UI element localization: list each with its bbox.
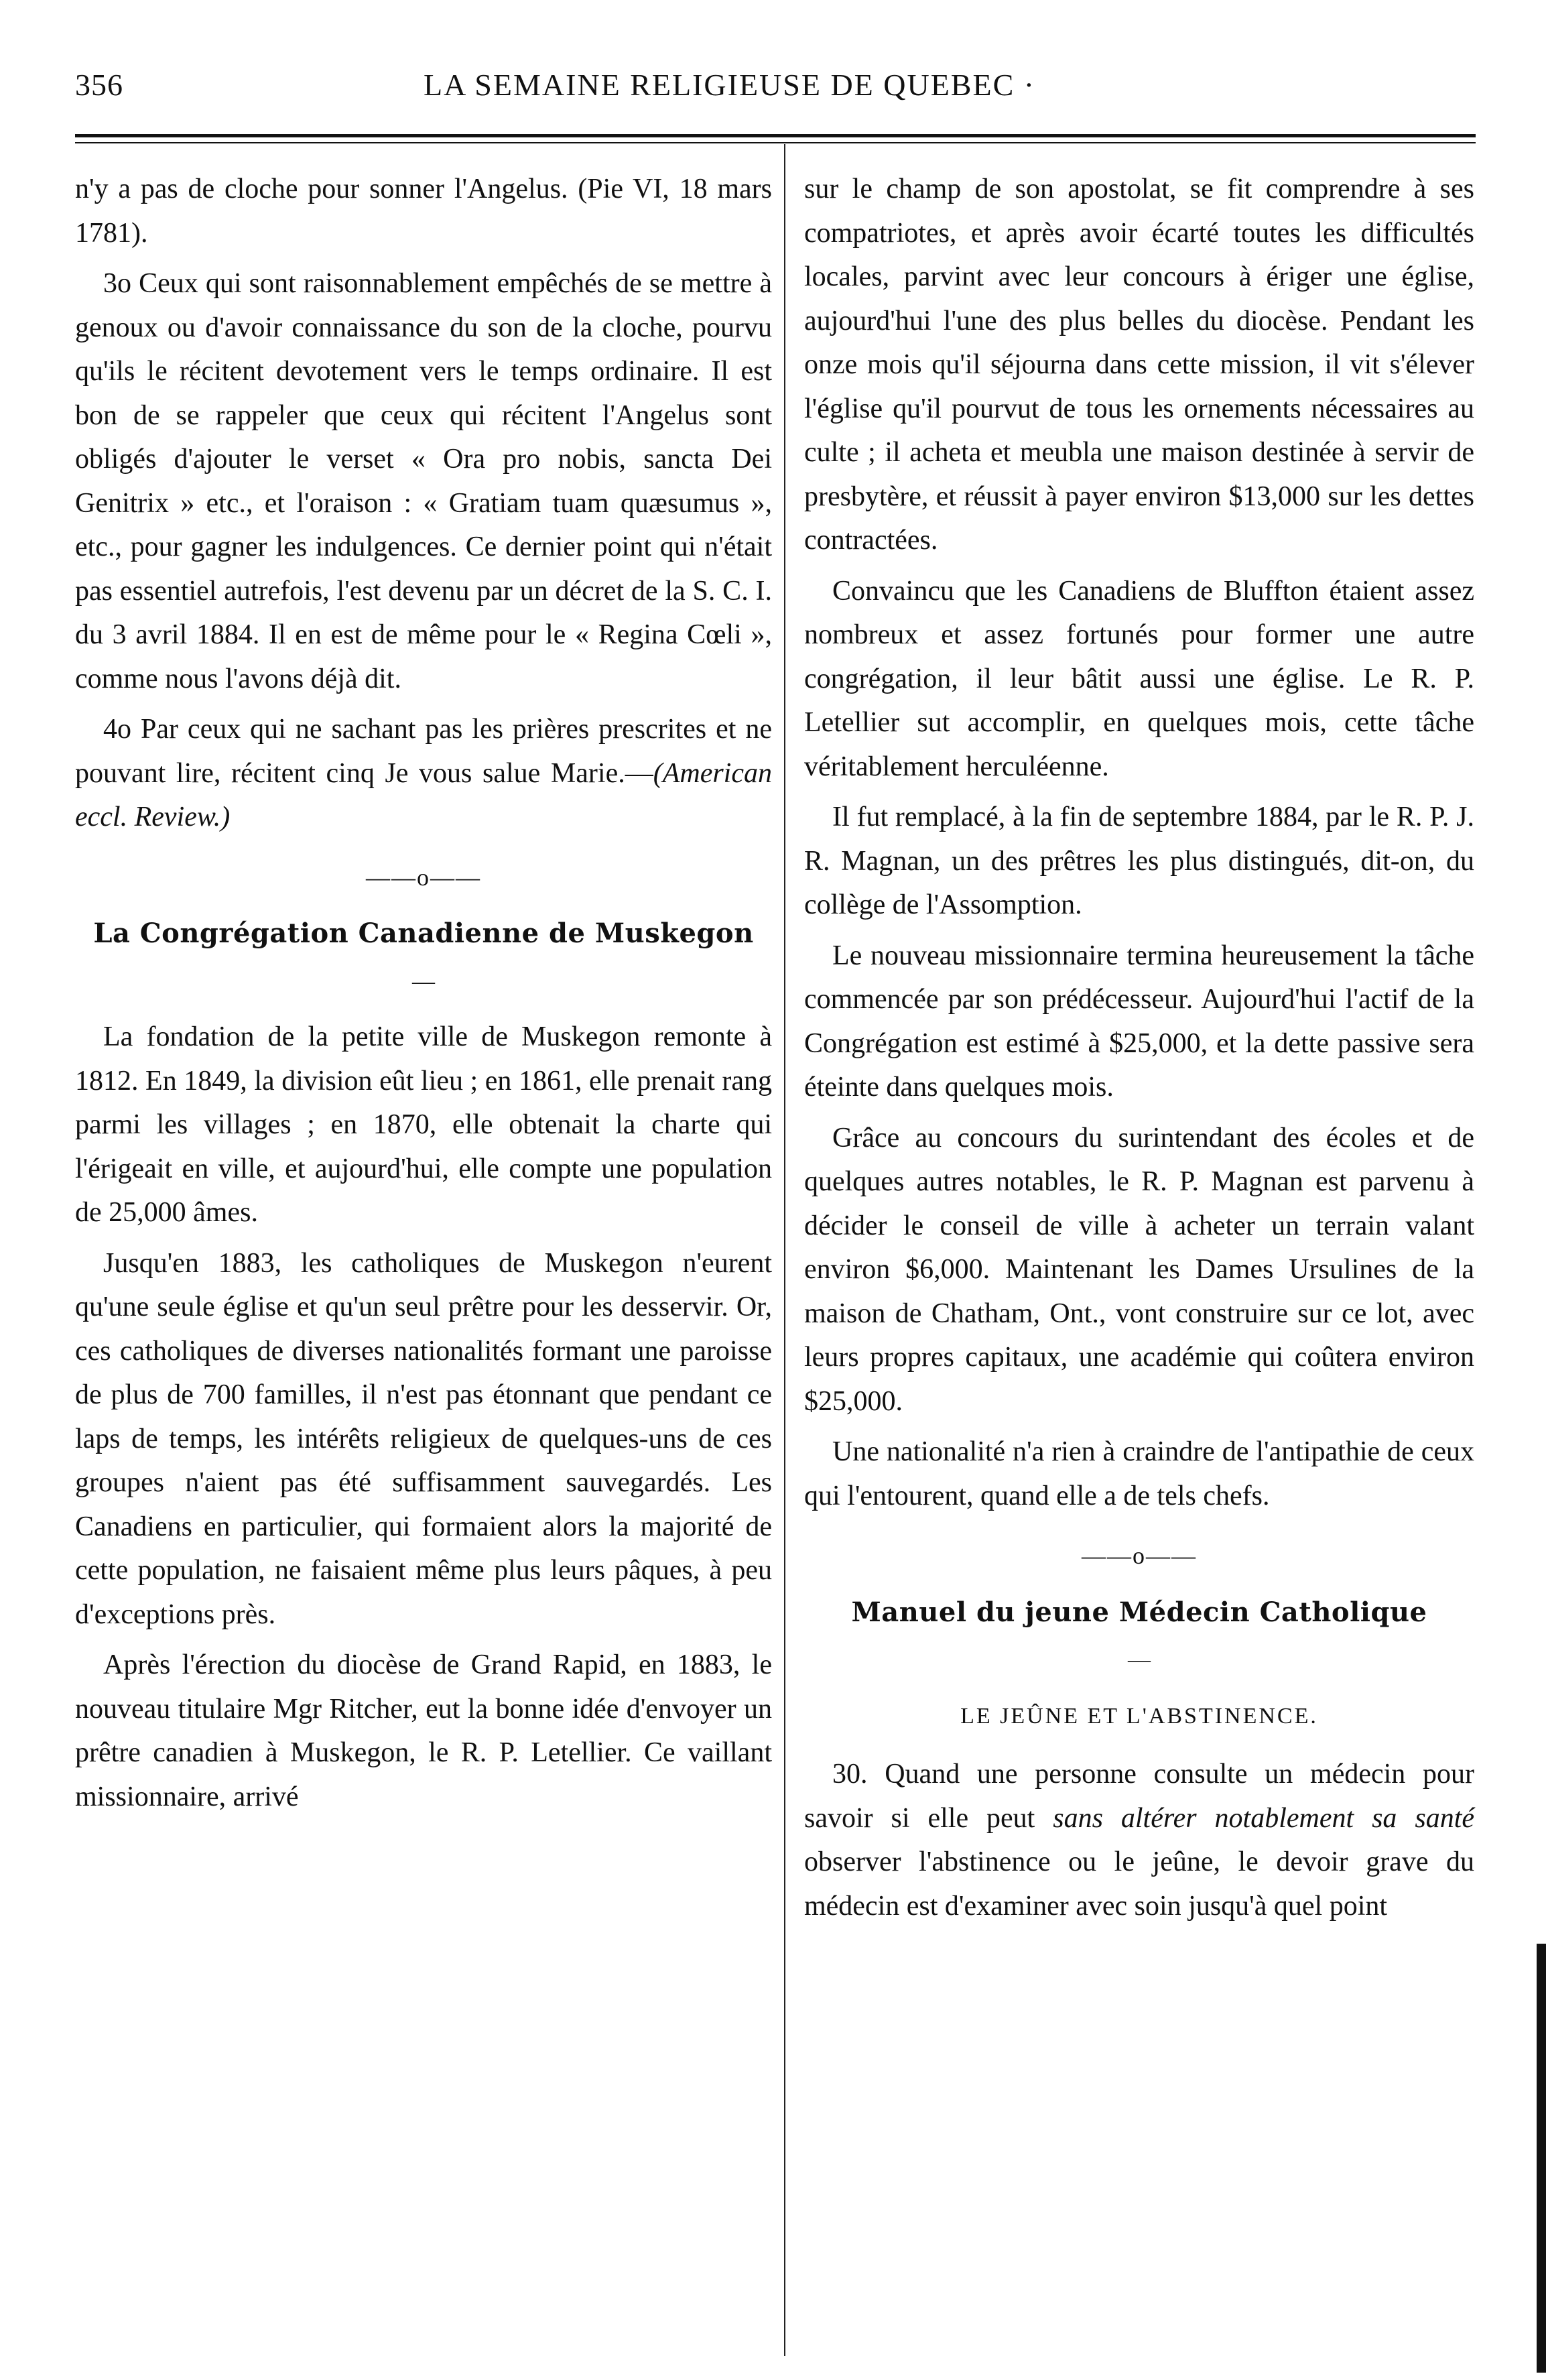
page-number: 356	[75, 68, 123, 102]
paragraph-text: observer l'abstinence ou le jeûne, le devoir grave du médecin est d'examiner avec soin jusqu'à quel point	[804, 1846, 1474, 1922]
paragraph: Une nationalité n'a rien à craindre de l'antipathie de ceux qui l'entourent, quand elle a de tels chefs.	[804, 1436, 1474, 1511]
header-rule-thick	[75, 134, 1476, 137]
paragraph: La fondation de la petite ville de Muskegon remonte à 1812. En 1849, la division eût lieu ; en 1861, elle prenait rang parmi les villages ; en 1870, elle obtenait la charte qui l'érigeait en ville, et aujourd'hui, elle compte une population de 25,000 âmes.	[75, 1021, 772, 1228]
paragraph-text: 4o Par ceux qui ne sachant pas les prières prescrites et ne pouvant lire, récitent cinq Je vous salue Marie.—	[75, 714, 772, 789]
paragraph-text: 30. Quand une personne consulte un médecin pour savoir si elle peut	[804, 1759, 1474, 1834]
running-title: LA SEMAINE RELIGIEUSE DE QUEBEC ·	[424, 68, 1036, 102]
paragraph: Après l'érection du diocèse de Grand Rapid, en 1883, le nouveau titulaire Mgr Ritcher, eut la bonne idée d'envoyer un prêtre canadien à Muskegon, le R. P. Letellier. Ce vaillant missionnaire, arrivé	[75, 1649, 772, 1812]
section-separator: ——o——	[366, 863, 481, 891]
scan-edge-shadow	[1537, 1944, 1546, 2373]
header-rule-thin	[75, 142, 1476, 143]
left-column	[75, 168, 772, 1819]
paragraph: n'y a pas de cloche pour sonner l'Angelus. (Pie VI, 18 mars 1781).	[75, 174, 772, 249]
paragraph: 3o Ceux qui sont raisonnablement empêchés de se mettre à genoux ou d'avoir connaissance du son de la cloche, pourvu qu'ils le récitent devotement vers le temps ordinaire. Il est bon de se rappeler que ceux qui récitent l'Angelus sont obligés d'ajouter le verset « Ora pro nobis, sancta Dei Genitrix » etc., et l'oraison : « Gratiam tuam quæsumus », etc., pour gagner les indulgences. Ce dernier point qui n'était pas essentiel autrefois, l'est devenu par un décret de la S. C. I. du 3 avril 1884. Il en est de même pour le « Regina Cœli », comme nous l'avons déjà dit.	[75, 268, 772, 694]
title-dash: —	[1128, 1647, 1151, 1672]
section-title: La Congrégation Canadienne de Muskegon	[93, 918, 754, 949]
section-subtitle: LE JEÛNE ET L'ABSTINENCE.	[960, 1703, 1318, 1729]
column-divider	[784, 144, 785, 2356]
paragraph: Jusqu'en 1883, les catholiques de Muskegon n'eurent qu'une seule église et qu'un seul prêtre pour les desservir. Or, ces catholiques de diverses nationalités formant une paroisse de plus de 700 familles, il n'est pas étonnant que pendant ce laps de temps, les intérêts religieux de quelques-uns de ces groupes n'aient pas été suffisamment sauvegardés. Les Canadiens en particulier, qui formaient alors la majorité de cette population, ne faisaient même plus leurs pâques, à peu d'exceptions près.	[75, 1247, 772, 1630]
page-header	[75, 67, 1476, 114]
paragraph: Grâce au concours du surintendant des écoles et de quelques autres notables, le R. P. Magnan est parvenu à décider le conseil de ville à acheter un terrain valant environ $6,000. Maintenant les Dames Ursulines de la maison de Chatham, Ont., vont construire sur ce lot, avec leurs propres capitaux, une académie qui coûtera environ $25,000.	[804, 1122, 1474, 1417]
source-citation: (American eccl. Review.)	[75, 757, 772, 832]
title-dash: —	[412, 968, 435, 994]
paragraph: Il fut remplacé, à la fin de septembre 1884, par le R. P. J. R. Magnan, un des prêtres les plus distingués, dit-on, du collège de l'Assomption.	[804, 802, 1474, 920]
paragraph	[75, 708, 772, 840]
paragraph: Convaincu que les Canadiens de Bluffton étaient assez nombreux et assez fortunés pour former une autre congrégation, il leur bâtit aussi une église. Le R. P. Letellier sut accomplir, en quelques mois, cette tâche véritablement herculéenne.	[804, 575, 1474, 782]
paragraph: sur le champ de son apostolat, se fit comprendre à ses compatriotes, et après avoir écarté toutes les difficultés locales, parvint avec leur concours à ériger une église, aujourd'hui l'une des plus belles du diocèse. Pendant les onze mois qu'il séjourna dans cette mission, il vit s'élever l'église qu'il pourvut de tous les ornements nécessaires au culte ; il acheta et meubla une maison destinée à servir de presbytère, et réussit à payer environ $13,000 sur les dettes contractées.	[804, 174, 1474, 556]
paragraph	[804, 1753, 1474, 1928]
right-column	[804, 168, 1474, 1928]
paragraph: Le nouveau missionnaire termina heureusement la tâche commencée par son prédécesseur. Aujourd'hui l'actif de la Congrégation est estimé à $25,000, et la dette passive sera éteinte dans quelques mois.	[804, 940, 1474, 1103]
section-title: Manuel du jeune Médecin Catholique	[851, 1596, 1427, 1628]
emphasis: sans altérer notablement sa santé	[1053, 1802, 1474, 1834]
section-separator: ——o——	[1082, 1542, 1197, 1569]
